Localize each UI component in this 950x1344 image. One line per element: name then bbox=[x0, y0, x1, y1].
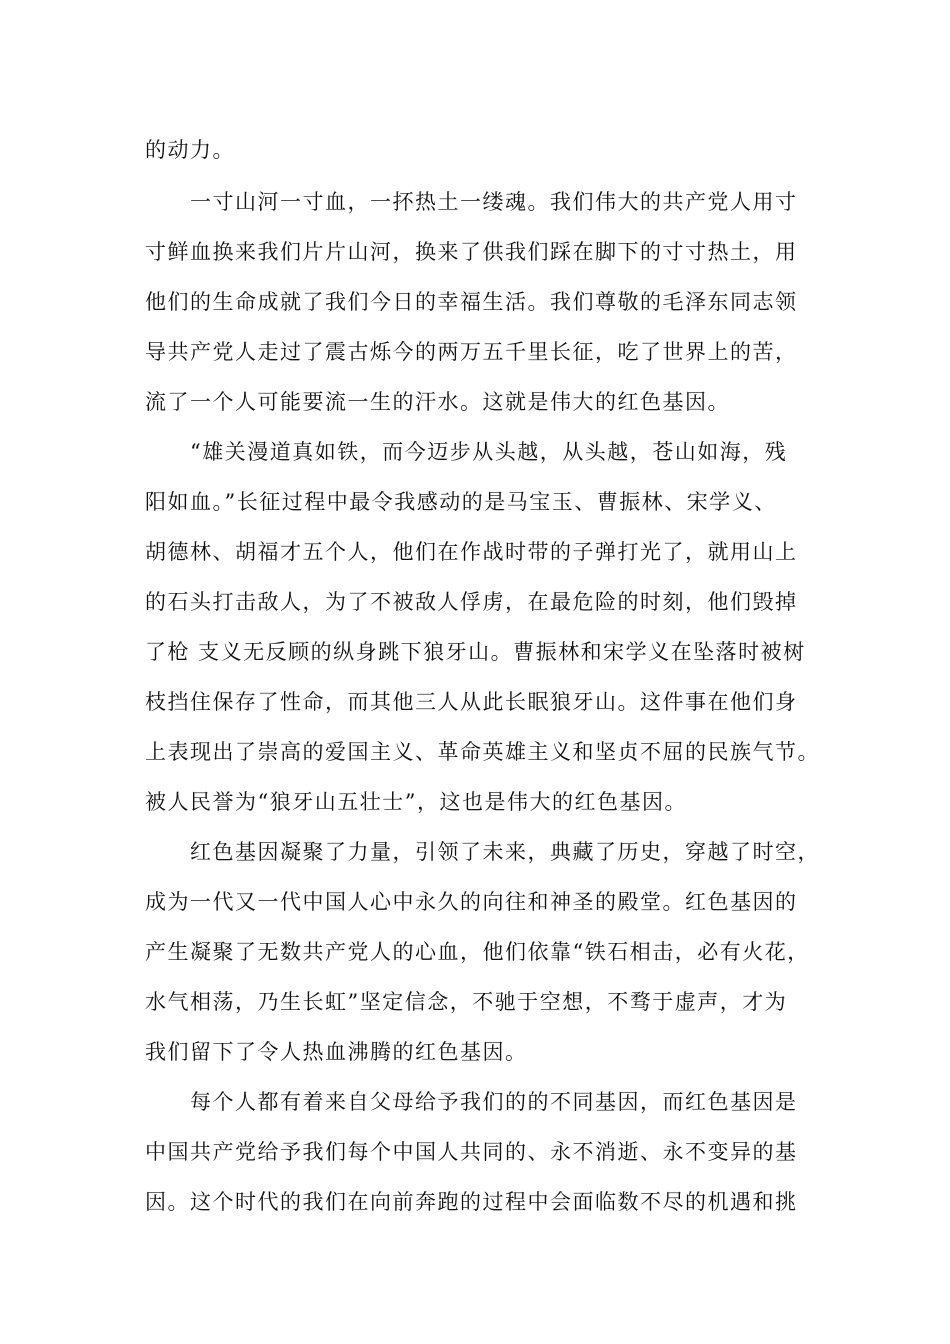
text-line: 寸鲜血换来我们片片山河，换来了供我们踩在脚下的寸寸热土，用 bbox=[145, 240, 798, 264]
paragraph-first-line: 一寸山河一寸血，一抔热土一缕魂。我们伟大的共产党人用寸 bbox=[190, 190, 798, 214]
paragraph-first-line: “雄关漫道真如铁，而今迈步从头越，从头越，苍山如海，残 bbox=[190, 440, 788, 464]
text-line: 的石头打击敌人，为了不被敌人俘虏，在最危险的时刻，他们毁掉 bbox=[145, 590, 798, 614]
text-line: 中国共产党给予我们每个中国人共同的、永不消逝、永不变异的基 bbox=[145, 1140, 798, 1164]
text-line: 产生凝聚了无数共产党人的心血，他们依靠“铁石相击，必有火花， bbox=[145, 940, 810, 964]
text-line: 胡德林、胡福才五个人，他们在作战时带的子弹打光了，就用山上 bbox=[145, 540, 798, 564]
text-line: 的动力。 bbox=[145, 138, 235, 162]
text-line: 因。这个时代的我们在向前奔跑的过程中会面临数不尽的机遇和挑 bbox=[145, 1190, 798, 1214]
text-line: 成为一代又一代中国人心中永久的向往和神圣的殿堂。红色基因的 bbox=[145, 890, 798, 914]
text-line: 他们的生命成就了我们今日的幸福生活。我们尊敬的毛泽东同志领 bbox=[145, 290, 798, 314]
text-line: 枝挡住保存了性命，而其他三人从此长眠狼牙山。这件事在他们身 bbox=[145, 690, 798, 714]
text-line: 我们留下了令人热血沸腾的红色基因。 bbox=[145, 1040, 528, 1064]
text-line: 导共产党人走过了震古烁今的两万五千里长征，吃了世界上的苦， bbox=[145, 340, 798, 364]
text-line: 阳如血。”长征过程中最令我感动的是马宝玉、曹振林、宋学义、 bbox=[145, 490, 777, 514]
text-line: 了枪 支义无反顾的纵身跳下狼牙山。曹振林和宋学义在坠落时被树 bbox=[145, 640, 806, 664]
text-line: 水气相荡，乃生长虹”坚定信念，不驰于空想，不骛于虚声，才为 bbox=[145, 990, 788, 1014]
paragraph-first-line: 红色基因凝聚了力量，引领了未来，典藏了历史，穿越了时空， bbox=[190, 840, 820, 864]
text-line: 被人民誉为“狼牙山五壮士”，这也是伟大的红色基因。 bbox=[145, 790, 687, 814]
text-line: 流了一个人可能要流一生的汗水。这就是伟大的红色基因。 bbox=[145, 390, 730, 414]
text-line: 上表现出了崇高的爱国主义、革命英雄主义和坚贞不屈的民族气节。 bbox=[145, 740, 820, 764]
paragraph-first-line: 每个人都有着来自父母给予我们的的不同基因，而红色基因是 bbox=[190, 1090, 798, 1114]
